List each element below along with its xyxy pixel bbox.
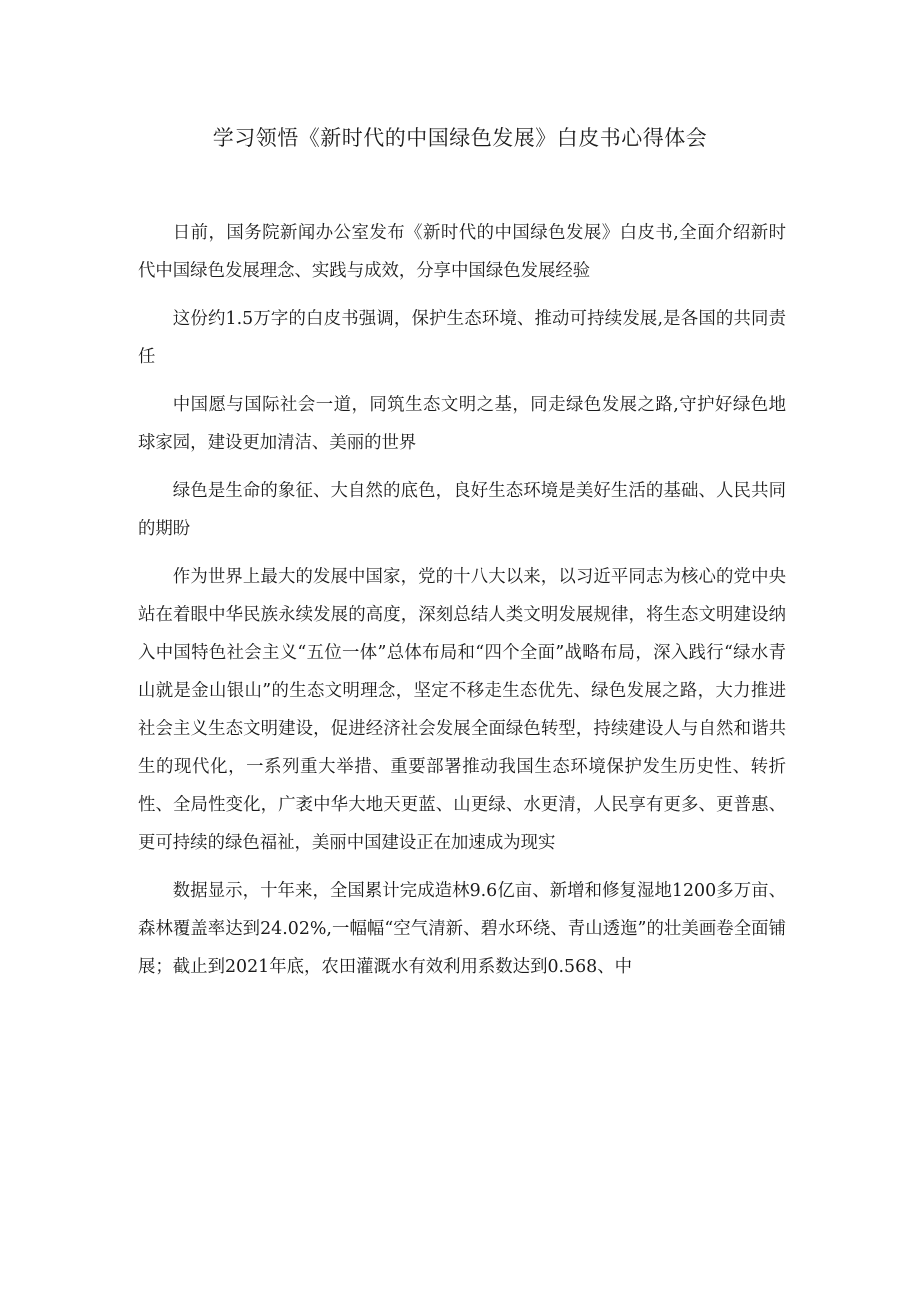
paragraph: 作为世界上最大的发展中国家，党的十八大以来，以习近平同志为核心的党中央站在着眼中华民族永续发展的高度，深刻总结人类文明发展规律，将生态文明建设纳入中国特色社会主义“五位一体”总体布局和“四个全面”战略布局，深入践行“绿水青山就是金山银山”的生态文明理念，坚定不移走生态优先、绿色发展之路，大力推进社会主义生态文明建设，促进经济社会发展全面绿色转型，持续建设人与自然和谐共生的现代化，一系列重大举措、重要部署推动我国生态环境保护发生历史性、转折性、全局性变化，广袤中华大地天更蓝、山更绿、水更清，人民享有更多、更普惠、更可持续的绿色福祉，美丽中国建设正在加速成为现实	[138, 567, 786, 853]
document-title: 学习领悟《新时代的中国绿色发展》白皮书心得体会	[212, 126, 708, 150]
paragraph: 这份约1.5万字的白皮书强调，保护生态环境、推动可持续发展,是各国的共同责任	[138, 309, 786, 367]
document-body	[138, 214, 786, 996]
paragraph: 数据显示，十年来，全国累计完成造林9.6亿亩、新增和修复湿地1200多万亩、森林覆盖率达到24.02%,一幅幅“空气清新、碧水环绕、青山透迤”的壮美画卷全面铺展；截止到2021年底，农田灌溉水有效利用系数达到0.568、中	[138, 881, 786, 977]
paragraph: 中国愿与国际社会一道，同筑生态文明之基，同走绿色发展之路,守护好绿色地球家园，建设更加清洁、美丽的世界	[138, 395, 786, 453]
paragraph: 绿色是生命的象征、大自然的底色，良好生态环境是美好生活的基础、人民共同的期盼	[138, 481, 786, 539]
paragraph: 日前，国务院新闻办公室发布《新时代的中国绿色发展》白皮书,全面介绍新时代中国绿色发展理念、实践与成效，分享中国绿色发展经验	[138, 223, 786, 281]
